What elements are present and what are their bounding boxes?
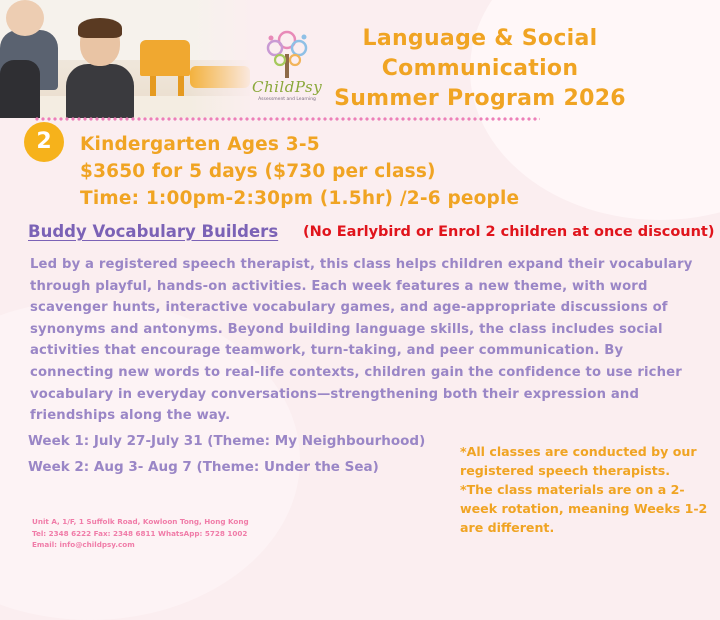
program-time: Time: 1:00pm-2:30pm (1.5hr) /2-6 people	[80, 188, 520, 209]
title-line: Language & Social	[362, 26, 598, 51]
childpsy-logo	[252, 28, 322, 104]
title-line: Summer Program 2026	[334, 86, 626, 111]
notes-block	[460, 442, 720, 537]
program-level: Kindergarten Ages 3-5	[80, 134, 320, 155]
class-description: Led by a registered speech therapist, this class helps children expand their vocabulary through playful, hands-on activities. Each week features a new theme, with word scavenger hunts, interactive vocabulary games, and age-appropriate discussions of synonyms and antonyms. Beyond building language skills, the class includes social activities that encourage teamwork, turn-taking, and peer communication. By connecting new words to real-life contexts, children gain the confidence to use richer vocabulary in everyday conversations—strengthening both their expression and friendships along the way.	[30, 257, 693, 424]
dotted-divider	[34, 116, 540, 122]
program-number-badge: 2	[24, 122, 64, 162]
contact-email: Email: info@childpsy.com	[32, 540, 135, 549]
tree-logo-icon	[264, 28, 310, 80]
note-item: *All classes are conducted by our registered speech therapists.	[460, 444, 697, 478]
week-schedule: Week 2: Aug 3- Aug 7 (Theme: Under the Sea)	[28, 459, 379, 475]
title-line: Communication	[381, 56, 579, 81]
week-schedule: Week 1: July 27-July 31 (Theme: My Neighbourhood)	[28, 433, 426, 449]
note-item: *The class materials are on a 2-week rotation, meaning Weeks 1-2 are different.	[460, 482, 708, 535]
contact-address: Unit A, 1/F, 1 Suffolk Road, Kowloon Tong, Hong Kong	[32, 517, 249, 526]
contact-info	[32, 516, 249, 551]
classroom-photo	[0, 0, 250, 118]
contact-phones: Tel: 2348 6222 Fax: 2348 6811 WhatsApp: 5728 1002	[32, 528, 248, 538]
discount-note: (No Earlybird or Enrol 2 children at once discount)	[303, 224, 715, 240]
page-title	[330, 24, 630, 114]
logo-tagline: Assessment and Learning	[258, 97, 316, 102]
program-price: $3650 for 5 days ($730 per class)	[80, 161, 436, 182]
class-name: Buddy Vocabulary Builders	[28, 222, 279, 241]
logo-name: ChildPsy	[252, 78, 323, 96]
